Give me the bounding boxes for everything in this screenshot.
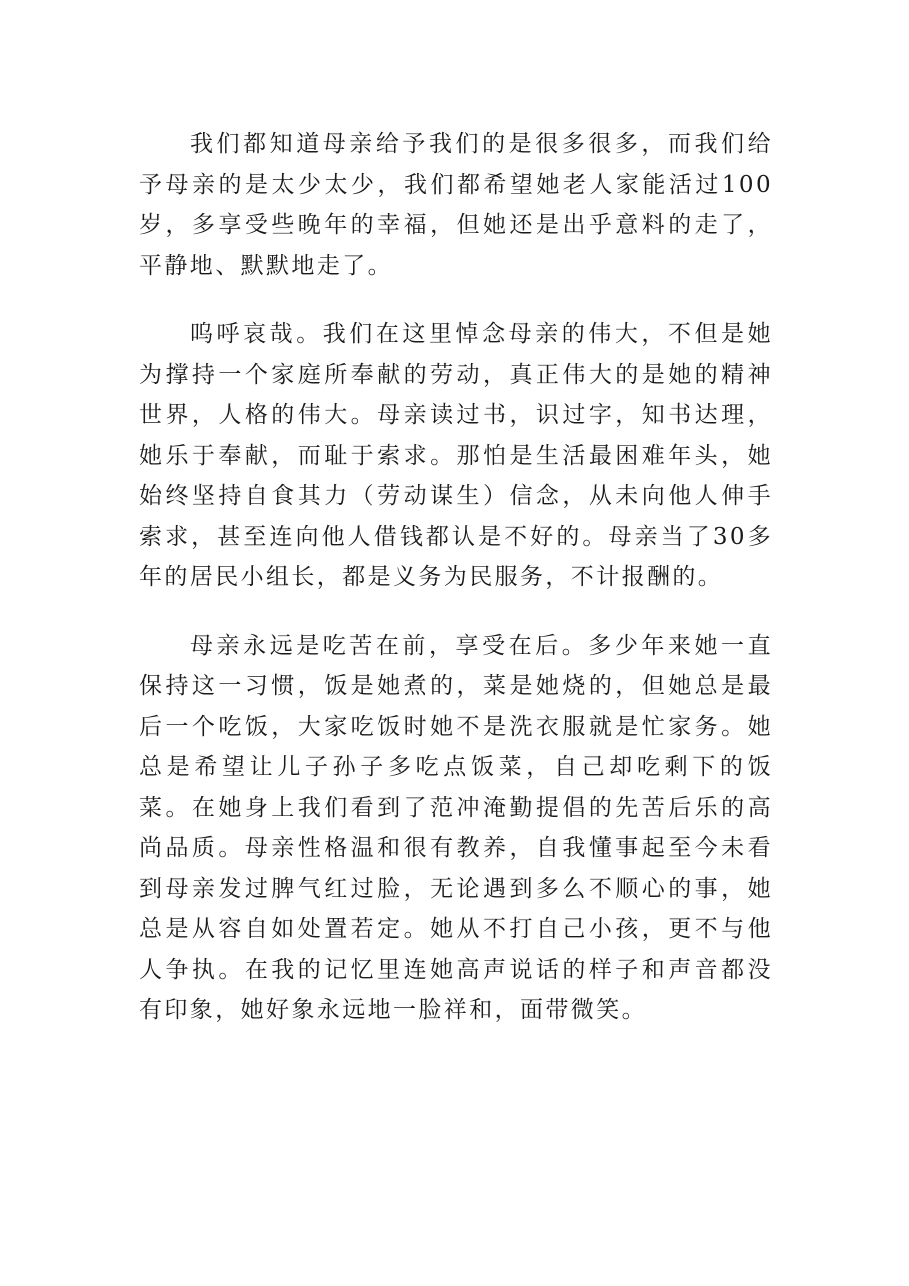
paragraph-2: 呜呼哀哉。我们在这里悼念母亲的伟大，不但是她为撑持一个家庭所奉献的劳动，真正伟大的是她的精神世界，人格的伟大。母亲读过书，识过字，知书达理，她乐于奉献，而耻于索求。那怕是生活最困难年头，她始终坚持自食其力（劳动谋生）信念，从未向他人伸手索求，甚至连向他人借钱都认是不好的。母亲当了30多年的居民小组长，都是义务为民服务，不计报酬的。 [139,321,773,590]
paragraph-3: 母亲永远是吃苦在前，享受在后。多少年来她一直保持这一习惯，饭是她煮的，菜是她烧的，但她总是最后一个吃饭，大家吃饭时她不是洗衣服就是忙家务。她总是希望让儿子孙子多吃点饭菜，自己却吃剩下的饭菜。在她身上我们看到了范冲淹勤提倡的先苦后乐的高尚品质。母亲性格温和很有教养，自我懂事起至今未看到母亲发过脾气红过脸，无论遇到多么不顺心的事，她总是从容自如处置若定。她从不打自己小孩，更不与他人争执。在我的记忆里连她高声说话的样子和声音都没有印象，她好象永远地一脸祥和，面带微笑。 [139,632,773,1023]
document-body [139,124,773,1059]
paragraph-1: 我们都知道母亲给予我们的是很多很多，而我们给予母亲的是太少太少，我们都希望她老人家能活过100岁，多享受些晚年的幸福，但她还是出乎意料的走了，平静地、默默地走了。 [139,131,773,279]
